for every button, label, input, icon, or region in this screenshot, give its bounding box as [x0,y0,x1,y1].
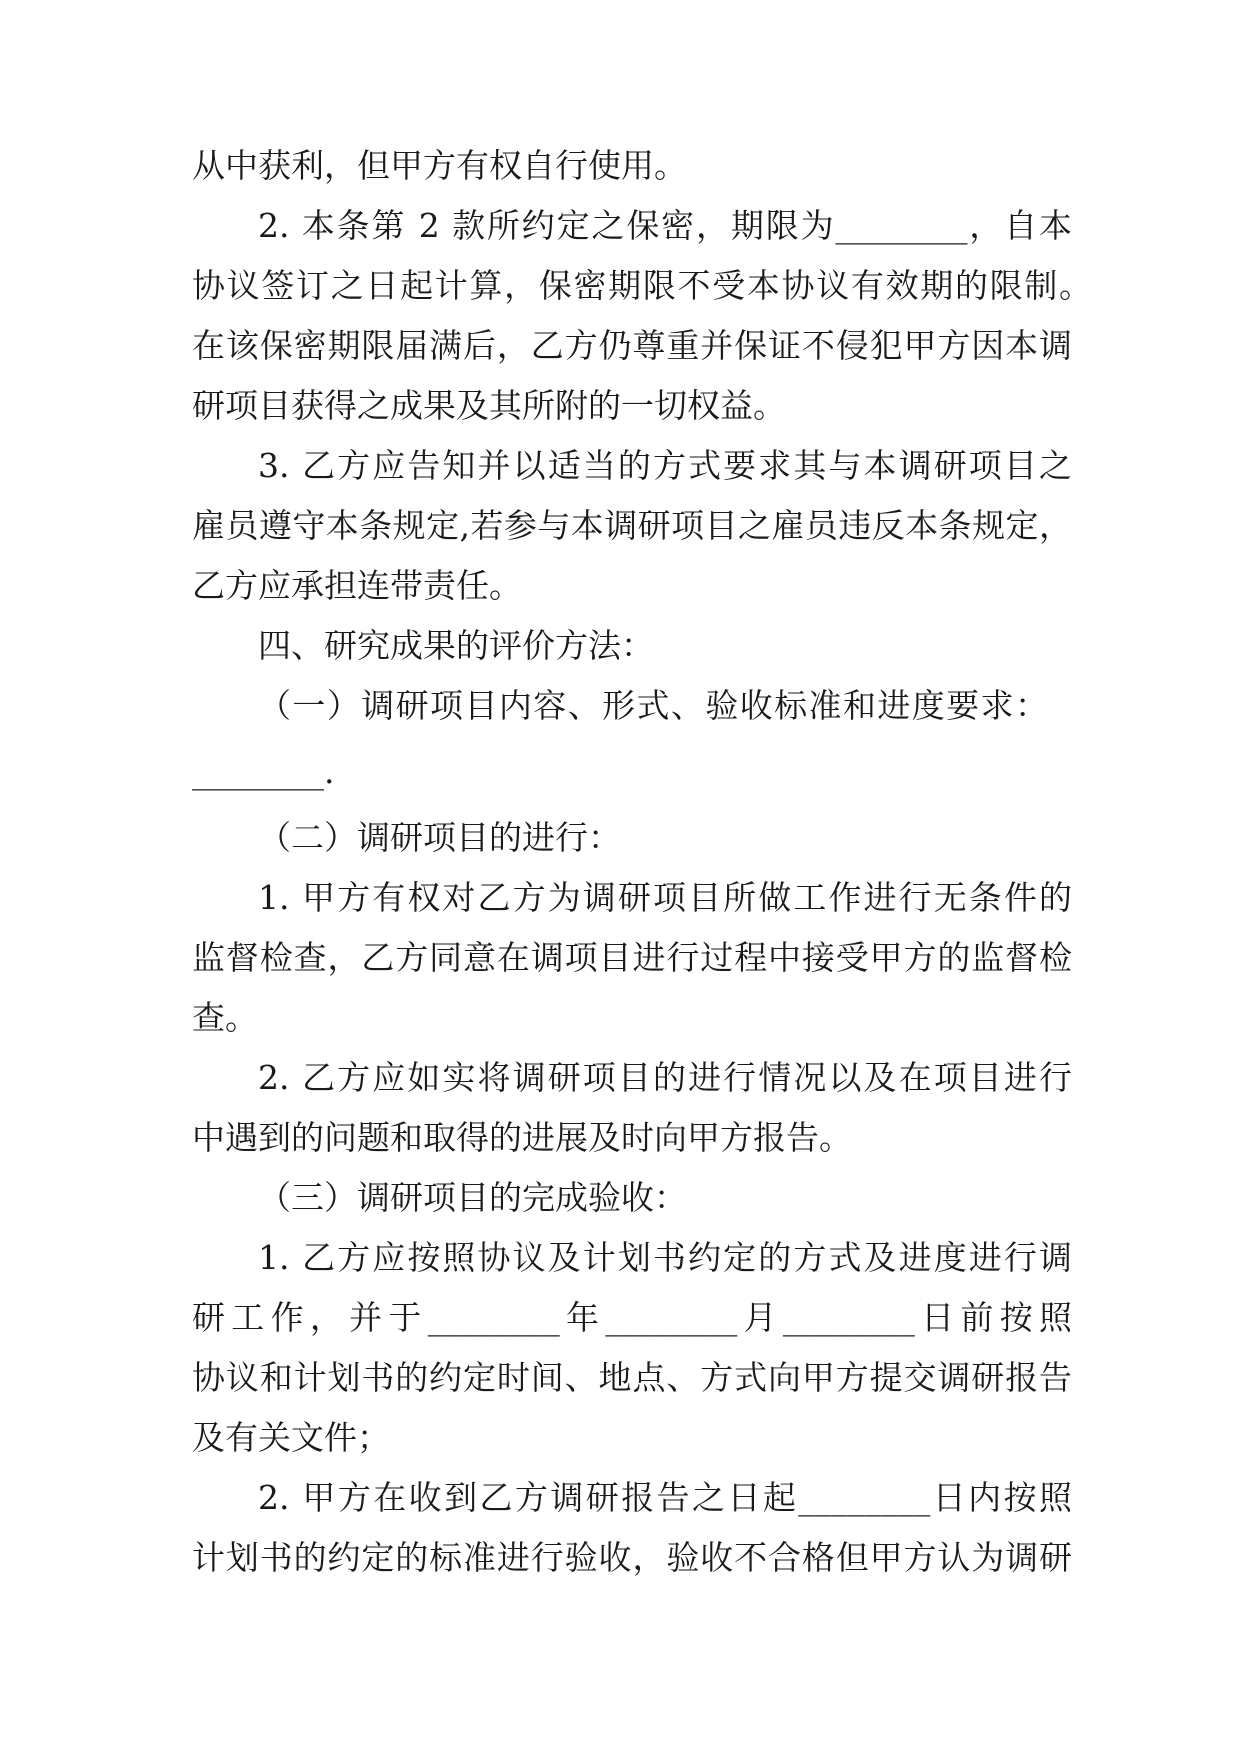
body-text-line: 在该保密期限届满后，乙方仍尊重并保证不侵犯甲方因本调 [192,326,1072,365]
body-text-line: 研工作，并于________年________月________日前按照 [192,1298,1072,1337]
body-text-line: 及有关文件； [192,1418,390,1457]
body-text-line: 从中获利，但甲方有权自行使用。 [192,146,687,185]
section-heading: 四、研究成果的评价方法： [258,626,654,665]
body-text-line: 查。 [192,998,258,1037]
clause-1-line-1: 1. 乙方应按照协议及计划书约定的方式及进度进行调 [258,1238,1072,1277]
clause-2-line-1: 2. 本条第 2 款所约定之保密，期限为________，自本 [258,206,1072,245]
clause-1-line-1: 1. 甲方有权对乙方为调研项目所做工作进行无条件的 [258,878,1072,917]
clause-2-line-1: 2. 乙方应如实将调研项目的进行情况以及在项目进行 [258,1058,1072,1097]
body-text-line: 协议和计划书的约定时间、地点、方式向甲方提交调研报告 [192,1358,1072,1397]
subsection-heading: （二）调研项目的进行： [258,818,621,857]
body-text-line: 研项目获得之成果及其所附的一切权益。 [192,386,786,425]
body-text-line: 雇员遵守本条规定,若参与本调研项目之雇员违反本条规定， [192,506,1072,545]
body-text-line: 乙方应承担连带责任。 [192,566,522,605]
clause-2-line-1: 2. 甲方在收到乙方调研报告之日起________日内按照 [258,1478,1072,1517]
blank-fill-line: ________. [192,752,335,791]
body-text-line: 协议签订之日起计算，保密期限不受本协议有效期的限制。 [192,266,1092,305]
clause-3-line-1: 3. 乙方应告知并以适当的方式要求其与本调研项目之 [258,446,1072,485]
body-text-line: 中遇到的问题和取得的进展及时向甲方报告。 [192,1118,852,1157]
subsection-heading: （一）调研项目内容、形式、验收标准和进度要求： [258,686,1048,725]
body-text-line: 计划书的约定的标准进行验收，验收不合格但甲方认为调研 [192,1538,1072,1577]
subsection-heading: （三）调研项目的完成验收： [258,1178,687,1217]
body-text-line: 监督检查，乙方同意在调项目进行过程中接受甲方的监督检 [192,938,1072,977]
